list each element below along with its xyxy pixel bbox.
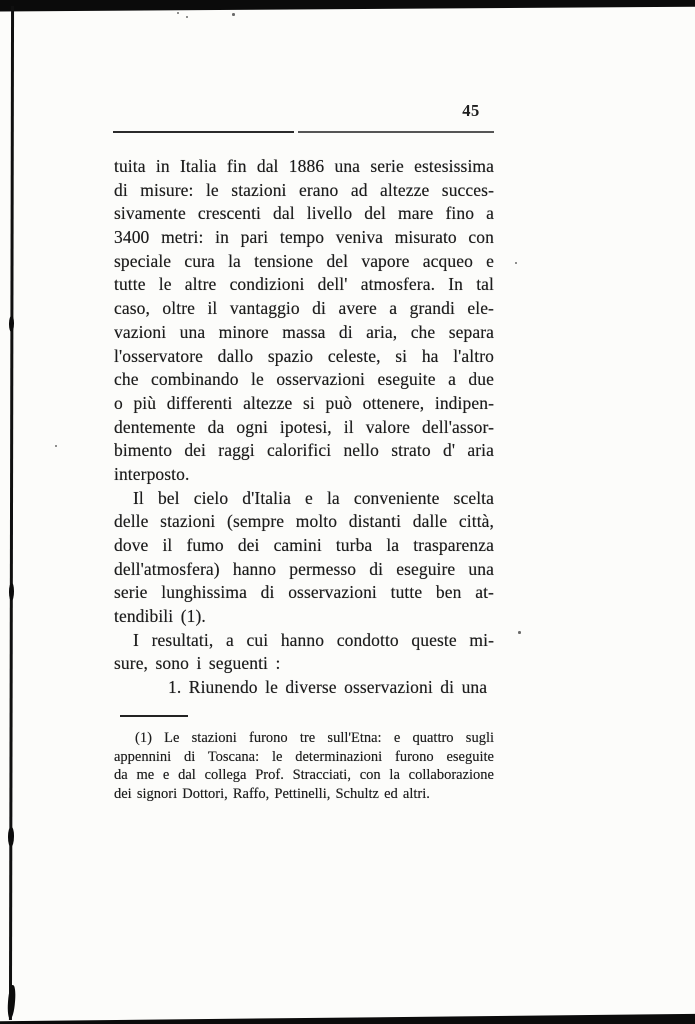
- body-text: [114, 155, 494, 700]
- text-line: delle stazioni (sempre molto distanti dalle città,: [114, 511, 494, 532]
- text-line: tuita in Italia fin dal 1886 una serie estesissima: [114, 156, 494, 176]
- text-line: 1. Riunendo le diverse osservazioni di una: [168, 677, 488, 698]
- scan-speck: [177, 12, 179, 14]
- header-rule-left: [113, 131, 294, 133]
- scan-speck: [55, 445, 57, 447]
- book-binding-line: [9, 6, 14, 1020]
- text-line: serie lunghissima di osservazioni tutte ben at-: [114, 582, 494, 603]
- text-line: l'osservatore dallo spazio celeste, si ha l'altro: [114, 345, 494, 366]
- scan-speck: [186, 16, 188, 18]
- footnote: [114, 729, 494, 803]
- footnote-separator: [120, 715, 188, 717]
- scan-edge-bottom: [0, 1010, 695, 1024]
- text-line: interposto.: [114, 463, 190, 484]
- text-line: I resultati, a cui hanno condotto queste mi-: [133, 629, 494, 650]
- footnote-line: appennini di Toscana: le determinazioni furono eseguite: [114, 748, 494, 765]
- text-line: Il bel cielo d'Italia e la conveniente scelta: [133, 487, 494, 508]
- text-line: dove il fumo dei camini turba la trasparenza: [114, 535, 494, 555]
- footnote-line: da me e dal collega Prof. Stracciati, con la collaborazione: [114, 767, 494, 784]
- text-line: bimento dei raggi calorifici nello strato d' aria: [114, 440, 494, 461]
- scan-speck: [518, 631, 521, 634]
- footnote-line: dei signori Dottori, Raffo, Pettinelli, Schultz ed altri.: [114, 785, 430, 802]
- text-line: o più differenti altezze si può ottenere, indipen-: [114, 392, 494, 413]
- scan-speck: [515, 262, 517, 264]
- footnote-line: (1) Le stazioni furono tre sull'Etna: e quattro sugli: [135, 730, 494, 746]
- binding-blemish: [9, 583, 14, 601]
- binding-blemish: [9, 316, 14, 332]
- text-line: dentemente da ogni ipotesi, il valore dell'assor-: [114, 416, 494, 437]
- header-rule-right: [298, 131, 494, 133]
- text-line: sivamente crescenti dal livello del mare fino a: [114, 203, 494, 224]
- text-line: caso, oltre il vantaggio di avere a grandi ele-: [114, 298, 494, 319]
- text-line: vazioni una minore massa di aria, che separa: [114, 321, 494, 342]
- scan-edge-top: [0, 0, 695, 13]
- text-line: tutte le altre condizioni dell' atmosfera. In tal: [114, 274, 494, 295]
- text-line: di misure: le stazioni erano ad altezze succes-: [114, 179, 494, 200]
- text-line: sure, sono i seguenti :: [114, 653, 281, 674]
- text-line: speciale cura la tensione del vapore acqueo e: [114, 250, 494, 271]
- text-line: 3400 metri: in pari tempo veniva misurato con: [114, 227, 494, 248]
- page-number: 45: [462, 101, 480, 120]
- scan-speck: [232, 13, 235, 16]
- binding-blemish: [8, 827, 14, 847]
- text-line: tendibili (1).: [114, 606, 206, 627]
- text-line: che combinando le osservazioni eseguite a due: [114, 369, 494, 390]
- text-line: dell'atmosfera) hanno permesso di eseguire una: [114, 558, 494, 579]
